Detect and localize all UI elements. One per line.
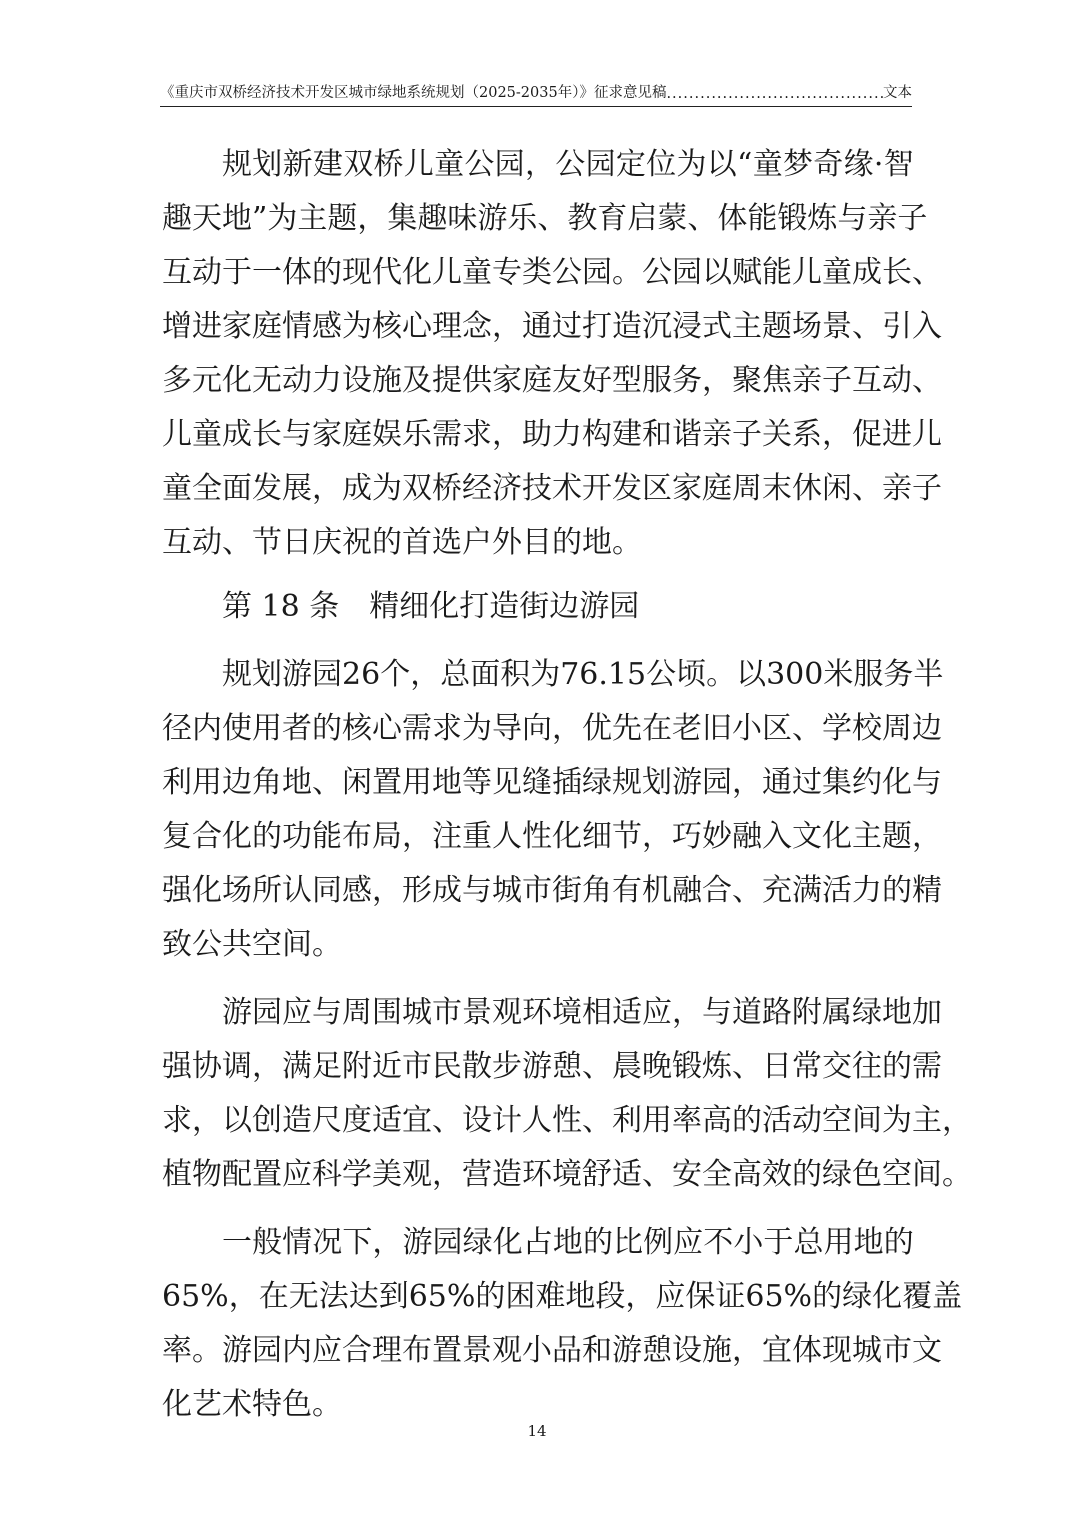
header-dot-leader: [666, 86, 883, 102]
text-line: 强 协 调 ， 满 足 附 近 市 民 散 步 游 憩 、 晨 晚 锻 炼 、 日 常 交 往 的 需: [162, 1049, 942, 1084]
running-header: [160, 78, 912, 102]
text-line: 率 。 游 园 内 应 合 理 布 置 景 观 小 品 和 游 憩 设 施 ， 宜 体 现 城 市 文: [162, 1333, 942, 1368]
paragraph: [162, 648, 944, 972]
article-title: 精细化打造街边游园: [369, 589, 640, 624]
document-body: [162, 138, 972, 1432]
paragraph: [162, 138, 942, 570]
text-line: 植物配置应科学美观，营造环境舒适、安全高效的绿色空间。: [162, 1157, 972, 1192]
text-line: 利 用 边 角 地 、 闲 置 用 地 等 见 缝 插 绿 规 划 游 园 ， 通 过 集 约 化 与: [162, 765, 942, 800]
text-line: 规 划 新 建 双 桥 儿 童 公 园 ， 公 园 定 位 为 以 “ 童 梦 奇 缘 · 智: [222, 147, 914, 182]
text-line: 游 园 应 与 周 围 城 市 景 观 环 境 相 适 应 ， 与 道 路 附 属 绿 地 加: [222, 995, 942, 1030]
text-line: 儿 童 成 长 与 家 庭 娱 乐 需 求 ， 助 力 构 建 和 谐 亲 子 关 系 ， 促 进 儿: [162, 417, 942, 452]
article-heading: [162, 580, 914, 634]
text-line: 致公共空间。: [162, 927, 342, 962]
text-line: 求 ， 以 创 造 尺 度 适 宜 、 设 计 人 性 、 利 用 率 高 的 活 动 空 间 为 主 ，: [162, 1103, 972, 1138]
header-rule: [160, 106, 912, 107]
text-line: 65% ， 在 无 法 达 到 65% 的 困 难 地 段 ， 应 保 证 65% 的 绿 化 覆 盖: [162, 1279, 963, 1314]
text-line: 规 划 游 园 26 个 ， 总 面 积 为 76.15 公 顷 。 以 300 米 服 务 半: [222, 657, 944, 692]
text-line: 增 进 家 庭 情 感 为 核 心 理 念 ， 通 过 打 造 沉 浸 式 主 题 场 景 、 引 入: [162, 309, 942, 344]
text-line: 多 元 化 无 动 力 设 施 及 提 供 家 庭 友 好 型 服 务 ， 聚 焦 亲 子 互 动 、: [162, 363, 942, 398]
paragraph: [162, 1216, 963, 1432]
text-line: 强 化 场 所 认 同 感 ， 形 成 与 城 市 街 角 有 机 融 合 、 充 满 活 力 的 精: [162, 873, 942, 908]
text-line: 童 全 面 发 展 ， 成 为 双 桥 经 济 技 术 开 发 区 家 庭 周 末 休 闲 、 亲 子: [162, 471, 942, 506]
paragraph: [162, 986, 972, 1202]
article-number: 第 18 条: [222, 589, 340, 624]
header-title: 《重庆市双桥经济技术开发区城市绿地系统规划（2025-2035年）》征求意见稿: [160, 85, 667, 101]
text-line: 一 般 情 况 下 ， 游 园 绿 化 占 地 的 比 例 应 不 小 于 总 用 地 的: [222, 1225, 914, 1260]
text-line: 化艺术特色。: [162, 1387, 342, 1422]
text-line: 趣 天 地 ” 为 主 题 ， 集 趣 味 游 乐 、 教 育 启 蒙 、 体 能 锻 炼 与 亲 子: [162, 201, 928, 236]
header-tag: 文本: [883, 85, 912, 101]
page-number: 14: [527, 1422, 547, 1440]
text-line: 径 内 使 用 者 的 核 心 需 求 为 导 向 ， 优 先 在 老 旧 小 区 、 学 校 周 边: [162, 711, 942, 746]
text-line: 互 动 于 一 体 的 现 代 化 儿 童 专 类 公 园 。 公 园 以 赋 能 儿 童 成 长 、: [162, 255, 942, 290]
text-line: 复 合 化 的 功 能 布 局 ， 注 重 人 性 化 细 节 ， 巧 妙 融 入 文 化 主 题 ，: [162, 819, 942, 854]
text-line: 互动、节日庆祝的首选户外目的地。: [162, 525, 642, 560]
